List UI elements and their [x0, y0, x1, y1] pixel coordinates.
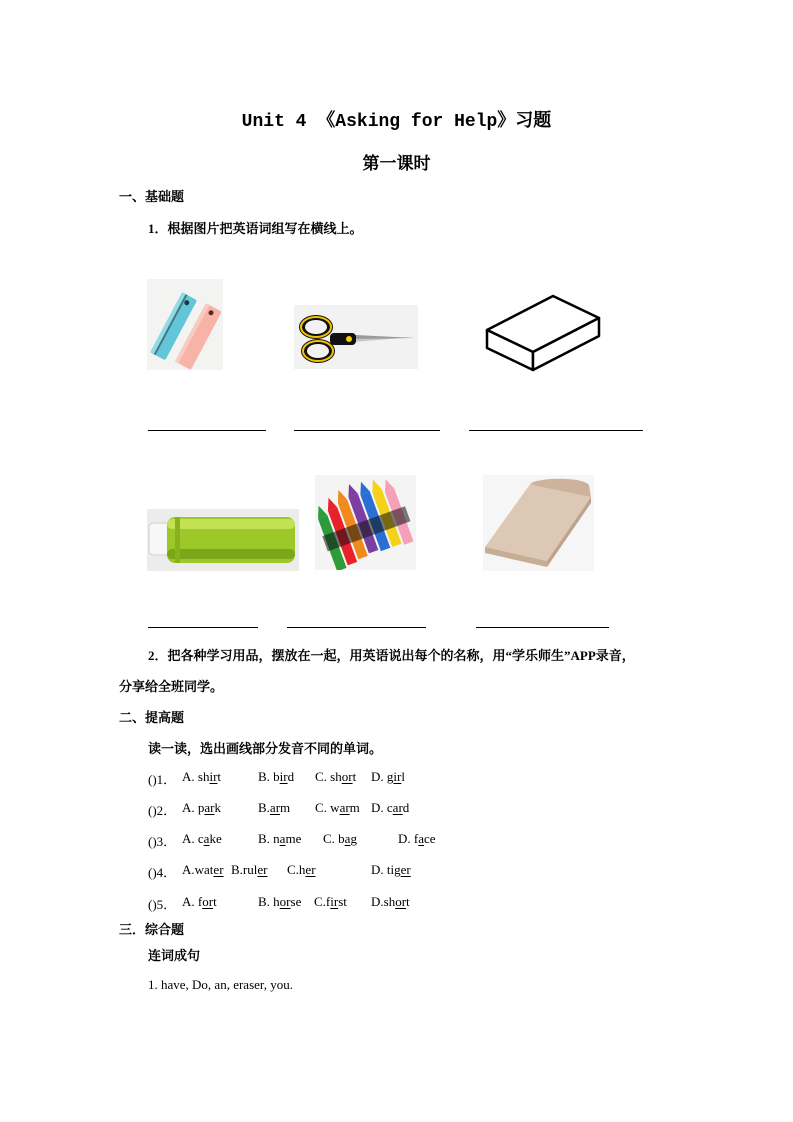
underlined-letters: a	[344, 831, 351, 846]
question-number: ()2．	[148, 803, 177, 818]
option-d	[371, 894, 410, 910]
option-text: se	[290, 894, 302, 909]
option-text: D.sh	[371, 894, 396, 909]
underlined-letters: or	[341, 769, 353, 784]
option-text: me	[285, 831, 302, 846]
underlined-letters: or	[279, 894, 291, 909]
option-d	[371, 769, 405, 785]
option-text: d	[287, 769, 295, 784]
section3-heading: 三．综合题	[119, 922, 185, 937]
option-text: k	[214, 800, 221, 815]
option-a	[182, 769, 221, 785]
task2-instruction-cont: 分享给全班同学。	[119, 679, 224, 694]
option-text: t	[213, 894, 217, 909]
option-text: B.rul	[231, 862, 258, 877]
underlined-letters: ir	[279, 769, 288, 784]
option-text: D. c	[371, 800, 393, 815]
option-text: C. b	[323, 831, 345, 846]
underlined-letters: ir	[330, 894, 339, 909]
option-text: B.	[258, 800, 270, 815]
option-text: g	[350, 831, 357, 846]
question-number: ()4．	[148, 865, 177, 880]
option-text: m	[349, 800, 360, 815]
option-c	[315, 769, 356, 785]
option-text: A. p	[182, 800, 205, 815]
option-d	[371, 862, 411, 878]
question-number: ()5．	[148, 897, 177, 912]
option-text: B. n	[258, 831, 280, 846]
option-text: t	[217, 769, 222, 784]
answer-line	[148, 430, 266, 431]
option-text: A.wat	[182, 862, 214, 877]
underlined-letters: ir	[393, 769, 402, 784]
question-number: ()3．	[148, 834, 177, 849]
section1-heading: 一、基础题	[119, 189, 185, 204]
answer-line	[476, 627, 609, 628]
option-b	[231, 862, 267, 878]
underlined-letters: a	[418, 831, 424, 846]
scissors-image	[294, 305, 418, 369]
option-text: B. b	[258, 769, 280, 784]
underlined-letters: ar	[339, 800, 350, 815]
option-b	[258, 831, 301, 847]
ruler-image	[147, 279, 223, 370]
page-title: Unit 4 《Asking for Help》习题	[241, 112, 552, 132]
option-text: B. h	[258, 894, 280, 909]
option-b	[258, 800, 290, 816]
option-b	[258, 894, 301, 910]
option-text: l	[401, 769, 405, 784]
underlined-letters: er	[257, 862, 268, 877]
option-text: D. tig	[371, 862, 401, 877]
option-a	[182, 862, 224, 878]
underlined-letters: ar	[204, 800, 215, 815]
option-d	[398, 831, 436, 847]
answer-line	[148, 627, 258, 628]
option-c	[287, 862, 316, 878]
option-text: m	[280, 800, 291, 815]
option-text: A. f	[182, 894, 203, 909]
underlined-letters: a	[279, 831, 286, 846]
page-subtitle: 第一课时	[362, 154, 431, 173]
underlined-letters: or	[395, 894, 407, 909]
option-text: st	[338, 894, 347, 909]
option-text: D. g	[371, 769, 394, 784]
option-text: C.h	[287, 862, 306, 877]
section2-heading: 二、提高题	[119, 710, 185, 725]
task2-instruction: 2．把各种学习用品，摆放在一起，用英语说出每个的名称，用“学乐师生”APP录音，	[148, 648, 635, 663]
underlined-letters: ar	[392, 800, 403, 815]
answer-line	[287, 627, 426, 628]
option-d	[371, 800, 409, 816]
section3-subheading: 连词成句	[148, 948, 201, 963]
sentence-item-1: 1. have, Do, an, eraser, you.	[148, 977, 293, 992]
answer-line	[294, 430, 440, 431]
underlined-letters: or	[202, 894, 214, 909]
option-a	[182, 894, 217, 910]
underlined-letters: er	[213, 862, 224, 877]
task1-instruction: 1．根据图片把英语词组写在横线上。	[148, 221, 363, 236]
underlined-letters: er	[400, 862, 411, 877]
glue-stick-image	[147, 509, 299, 571]
option-b	[258, 769, 294, 785]
option-text: ke	[209, 831, 222, 846]
option-text: A. c	[182, 831, 204, 846]
notepad-image	[483, 475, 594, 571]
question-number: ()1．	[148, 772, 177, 787]
underlined-letters: er	[305, 862, 316, 877]
option-text: D. f	[398, 831, 419, 846]
option-text: ce	[424, 831, 436, 846]
option-text: d	[402, 800, 410, 815]
option-text: C. w	[315, 800, 340, 815]
option-c	[323, 831, 357, 847]
underlined-letters: a	[203, 831, 210, 846]
option-text: t	[406, 894, 410, 909]
answer-line	[469, 430, 643, 431]
underlined-letters: ar	[269, 800, 281, 815]
option-c	[314, 894, 347, 910]
option-text: C. sh	[315, 769, 342, 784]
option-c	[315, 800, 360, 816]
option-text: A. sh	[182, 769, 210, 784]
eraser-image	[481, 290, 603, 374]
section2-instruction: 读一读，选出画线部分发音不同的单词。	[148, 741, 383, 756]
option-text: C.f	[314, 894, 331, 909]
option-text: t	[352, 769, 357, 784]
crayons-image	[315, 475, 416, 570]
underlined-letters: ir	[209, 769, 218, 784]
option-a	[182, 831, 222, 847]
option-a	[182, 800, 221, 816]
